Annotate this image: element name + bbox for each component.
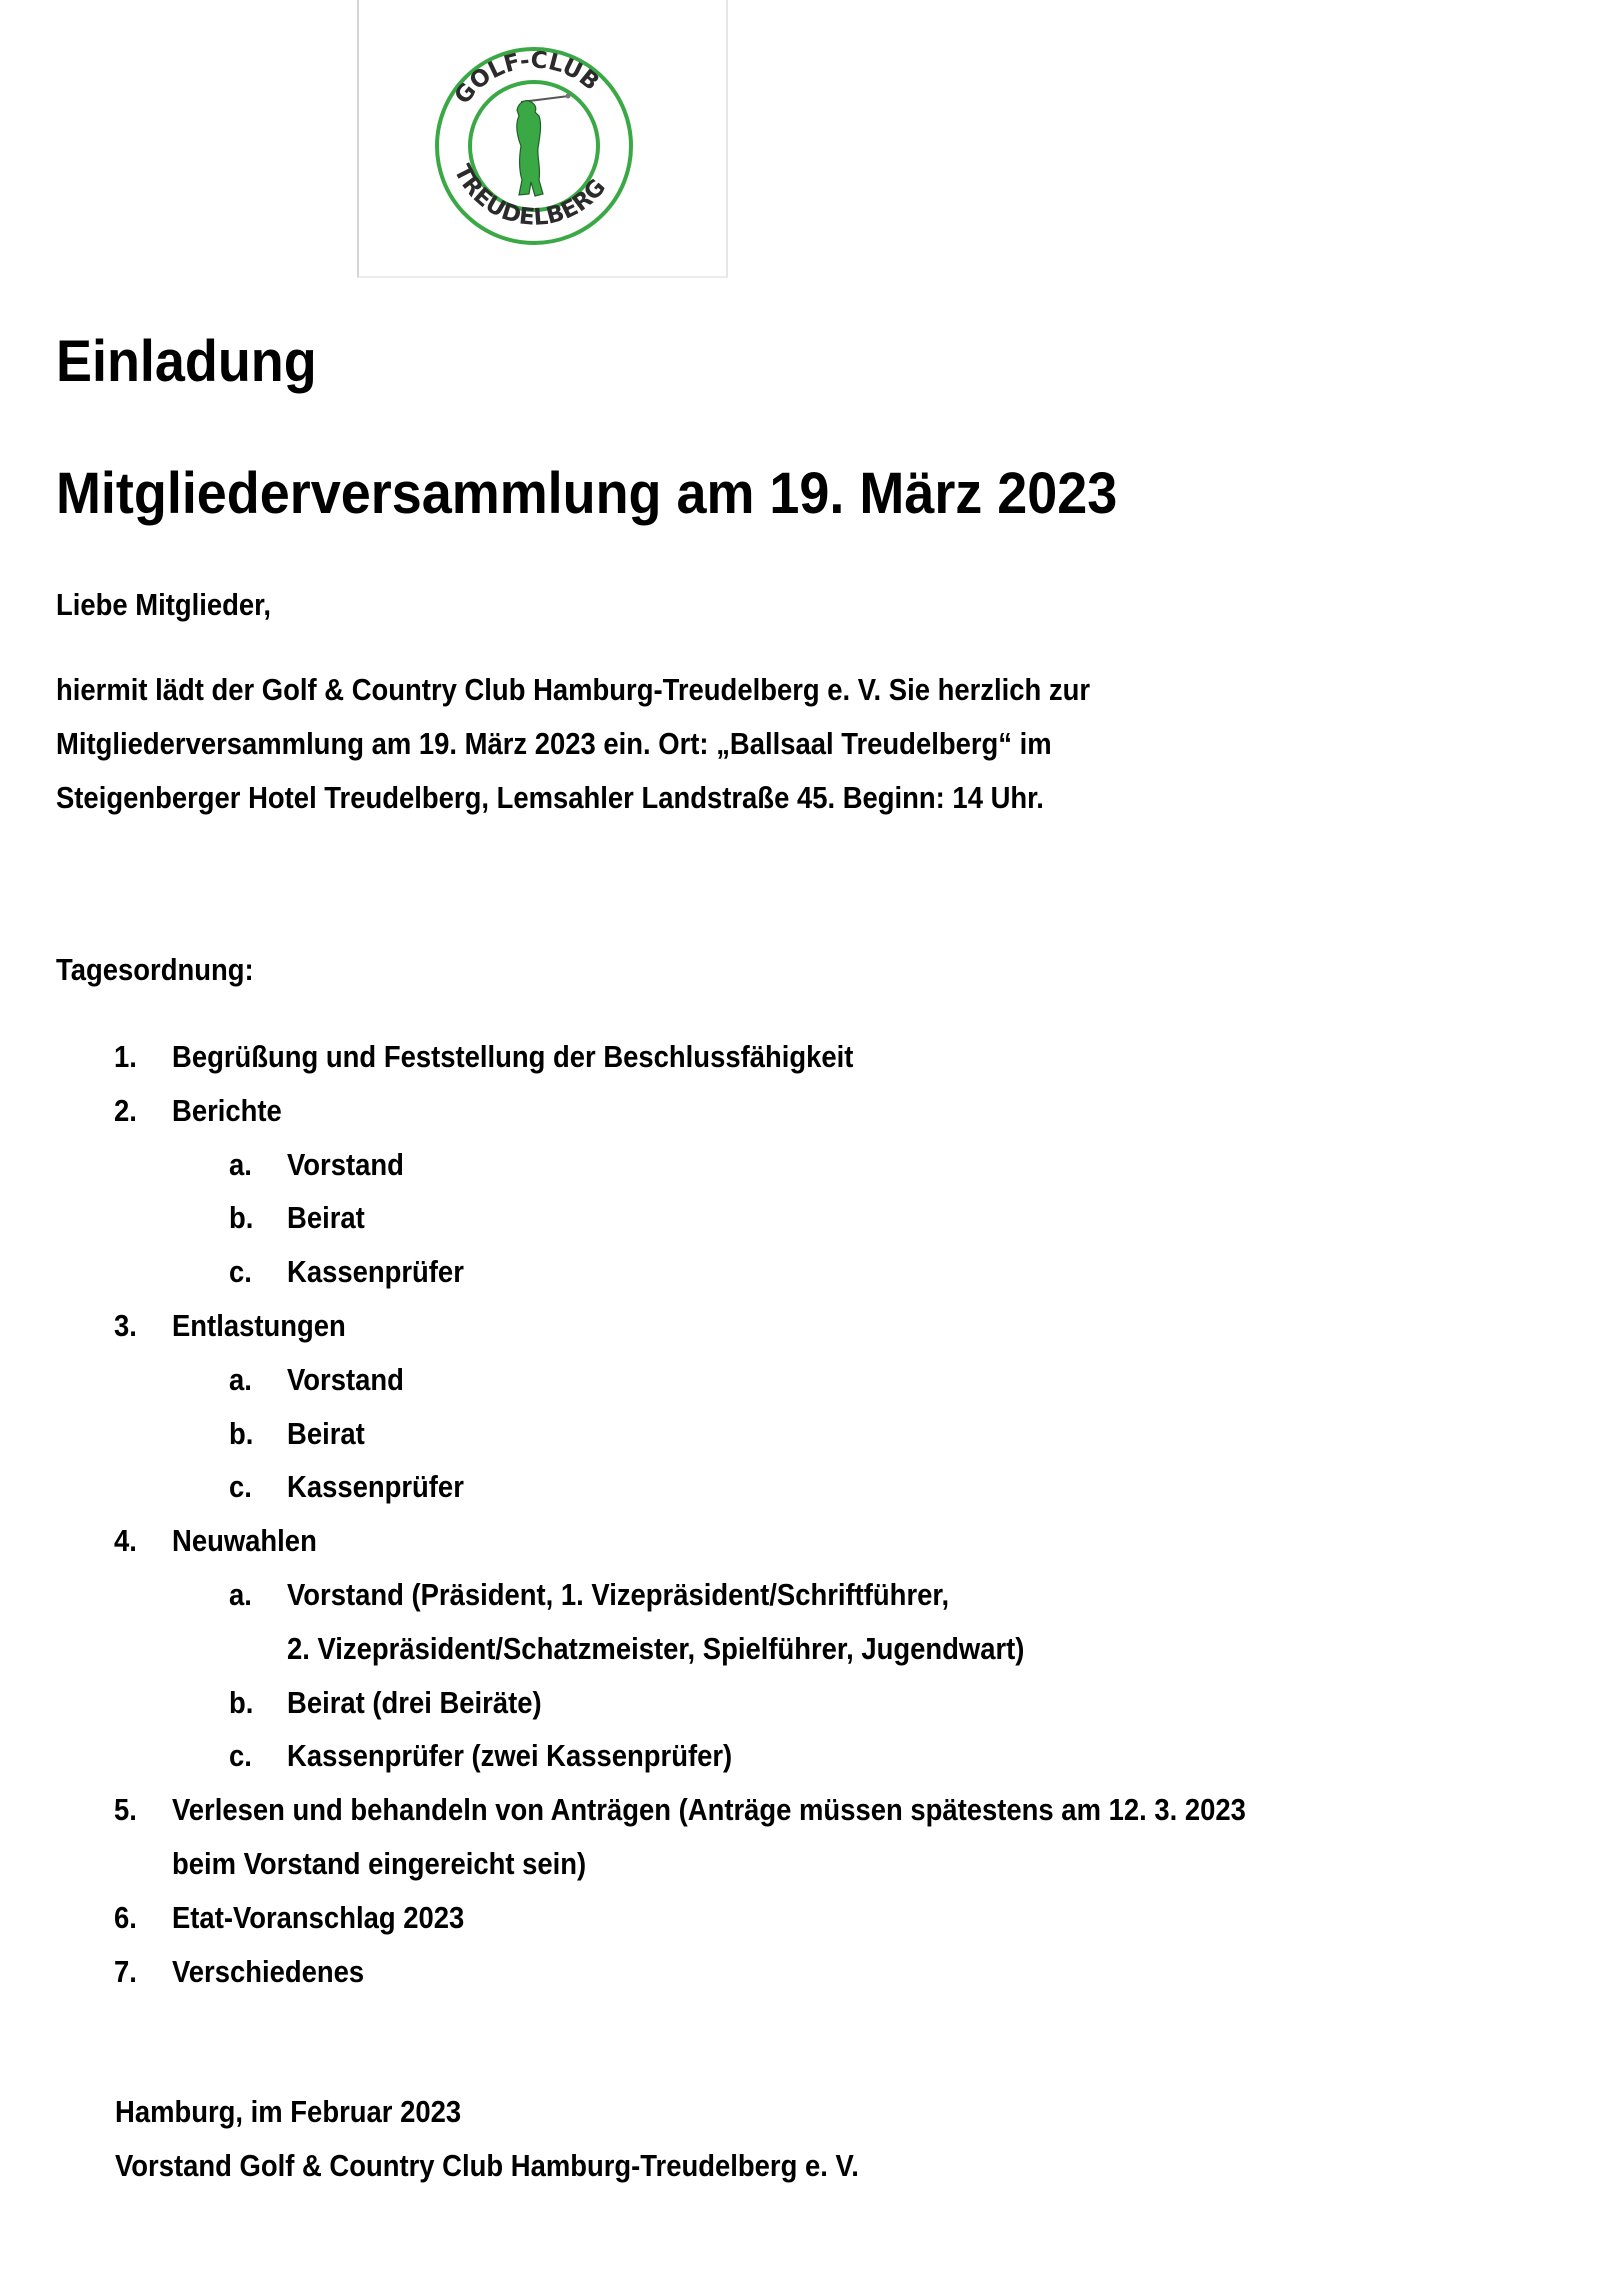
- intro-line-3: Steigenberger Hotel Treudelberg, Lemsahler Landstraße 45. Beginn: 14 Uhr.: [56, 780, 1044, 815]
- agenda-item: [0, 1783, 1600, 1837]
- subitem-text: Vorstand (Präsident, 1. Vizepräsident/Schriftführer,: [287, 1576, 950, 1612]
- item-number: 1.: [114, 1039, 137, 1074]
- intro-line-1: hiermit lädt der Golf & Country Club Hamburg-Treudelberg e. V. Sie herzlich zur: [56, 672, 1091, 707]
- subitem-text: Beirat: [287, 1415, 365, 1451]
- agenda-subitem: [0, 1568, 1600, 1622]
- subitem-text: Vorstand: [287, 1361, 404, 1397]
- place-date: Hamburg, im Februar 2023: [115, 2094, 462, 2129]
- subitem-text: Kassenprüfer: [287, 1254, 464, 1290]
- subitem-letter: c.: [229, 1738, 252, 1774]
- subitem-letter: b.: [229, 1200, 254, 1236]
- item-text: Begrüßung und Feststellung der Beschlussfähigkeit: [172, 1039, 854, 1074]
- subitem-letter: a.: [229, 1576, 252, 1612]
- subitem-letter: a.: [229, 1146, 252, 1182]
- golf-club-emblem: [359, 0, 730, 278]
- intro-line-2: Mitgliederversammlung am 19. März 2023 ein. Ort: „Ballsaal Treudelberg“ im: [56, 726, 1052, 761]
- subitem-letter: b.: [229, 1684, 254, 1720]
- item-number: 2.: [114, 1092, 137, 1128]
- club-logo: [357, 0, 728, 278]
- agenda-heading: Tagesordnung:: [56, 952, 254, 987]
- item-number: 7.: [114, 1953, 137, 1989]
- item-number: 4.: [114, 1523, 137, 1559]
- agenda-subitem: [0, 1353, 1600, 1407]
- subitem-text: Beirat: [287, 1200, 365, 1236]
- item-text: Verlesen und behandeln von Anträgen (Anträge müssen spätestens am 12. 3. 2023: [172, 1792, 1246, 1828]
- agenda-subitem: [0, 1245, 1600, 1299]
- item-number: 6.: [114, 1899, 137, 1935]
- agenda-subitem: [0, 1407, 1600, 1461]
- agenda-item: [0, 1891, 1600, 1945]
- item-text: Etat-Voranschlag 2023: [172, 1899, 465, 1935]
- item-text: Entlastungen: [172, 1307, 346, 1343]
- item-text: Neuwahlen: [172, 1523, 317, 1559]
- agenda-subitem: [0, 1460, 1600, 1514]
- agenda-subitem: [0, 1676, 1600, 1730]
- item-number: 3.: [114, 1307, 137, 1343]
- agenda-item: [0, 1084, 1600, 1138]
- item-text-continued: beim Vorstand eingereicht sein): [172, 1845, 587, 1881]
- golfer-icon: [517, 94, 571, 197]
- agenda-item: [0, 1514, 1600, 1568]
- agenda-item: [0, 1030, 1600, 1084]
- subitem-text: Kassenprüfer: [287, 1469, 464, 1505]
- subitem-text-continued: 2. Vizepräsident/Schatzmeister, Spielführer, Jugendwart): [287, 1630, 1025, 1666]
- agenda-item: [0, 1299, 1600, 1353]
- agenda-item: [0, 1945, 1600, 1999]
- subitem-text: Vorstand: [287, 1146, 404, 1182]
- subitem-letter: a.: [229, 1361, 252, 1397]
- subitem-letter: c.: [229, 1469, 252, 1505]
- agenda-subitem: [0, 1191, 1600, 1245]
- greeting: Liebe Mitglieder,: [56, 587, 271, 622]
- item-text: Verschiedenes: [172, 1953, 365, 1989]
- agenda-item-continuation: [0, 1837, 1600, 1891]
- subitem-letter: c.: [229, 1254, 252, 1290]
- subitem-text: Beirat (drei Beiräte): [287, 1684, 542, 1720]
- subitem-text: Kassenprüfer (zwei Kassenprüfer): [287, 1738, 733, 1774]
- meeting-heading: Mitgliederversammlung am 19. März 2023: [56, 461, 1118, 526]
- agenda-subitem-continuation: [0, 1622, 1600, 1676]
- agenda-subitem: [0, 1729, 1600, 1783]
- signature-line: Vorstand Golf & Country Club Hamburg-Treudelberg e. V.: [115, 2148, 859, 2183]
- agenda-subitem: [0, 1138, 1600, 1192]
- agenda-list: [0, 1030, 1600, 1998]
- item-text: Berichte: [172, 1092, 282, 1128]
- subitem-letter: b.: [229, 1415, 254, 1451]
- page-title: Einladung: [56, 329, 317, 394]
- item-number: 5.: [114, 1792, 137, 1828]
- logo-bottom-text: TREUDELBERG: [448, 160, 612, 231]
- logo-top-text: GOLF-CLUB: [449, 47, 604, 110]
